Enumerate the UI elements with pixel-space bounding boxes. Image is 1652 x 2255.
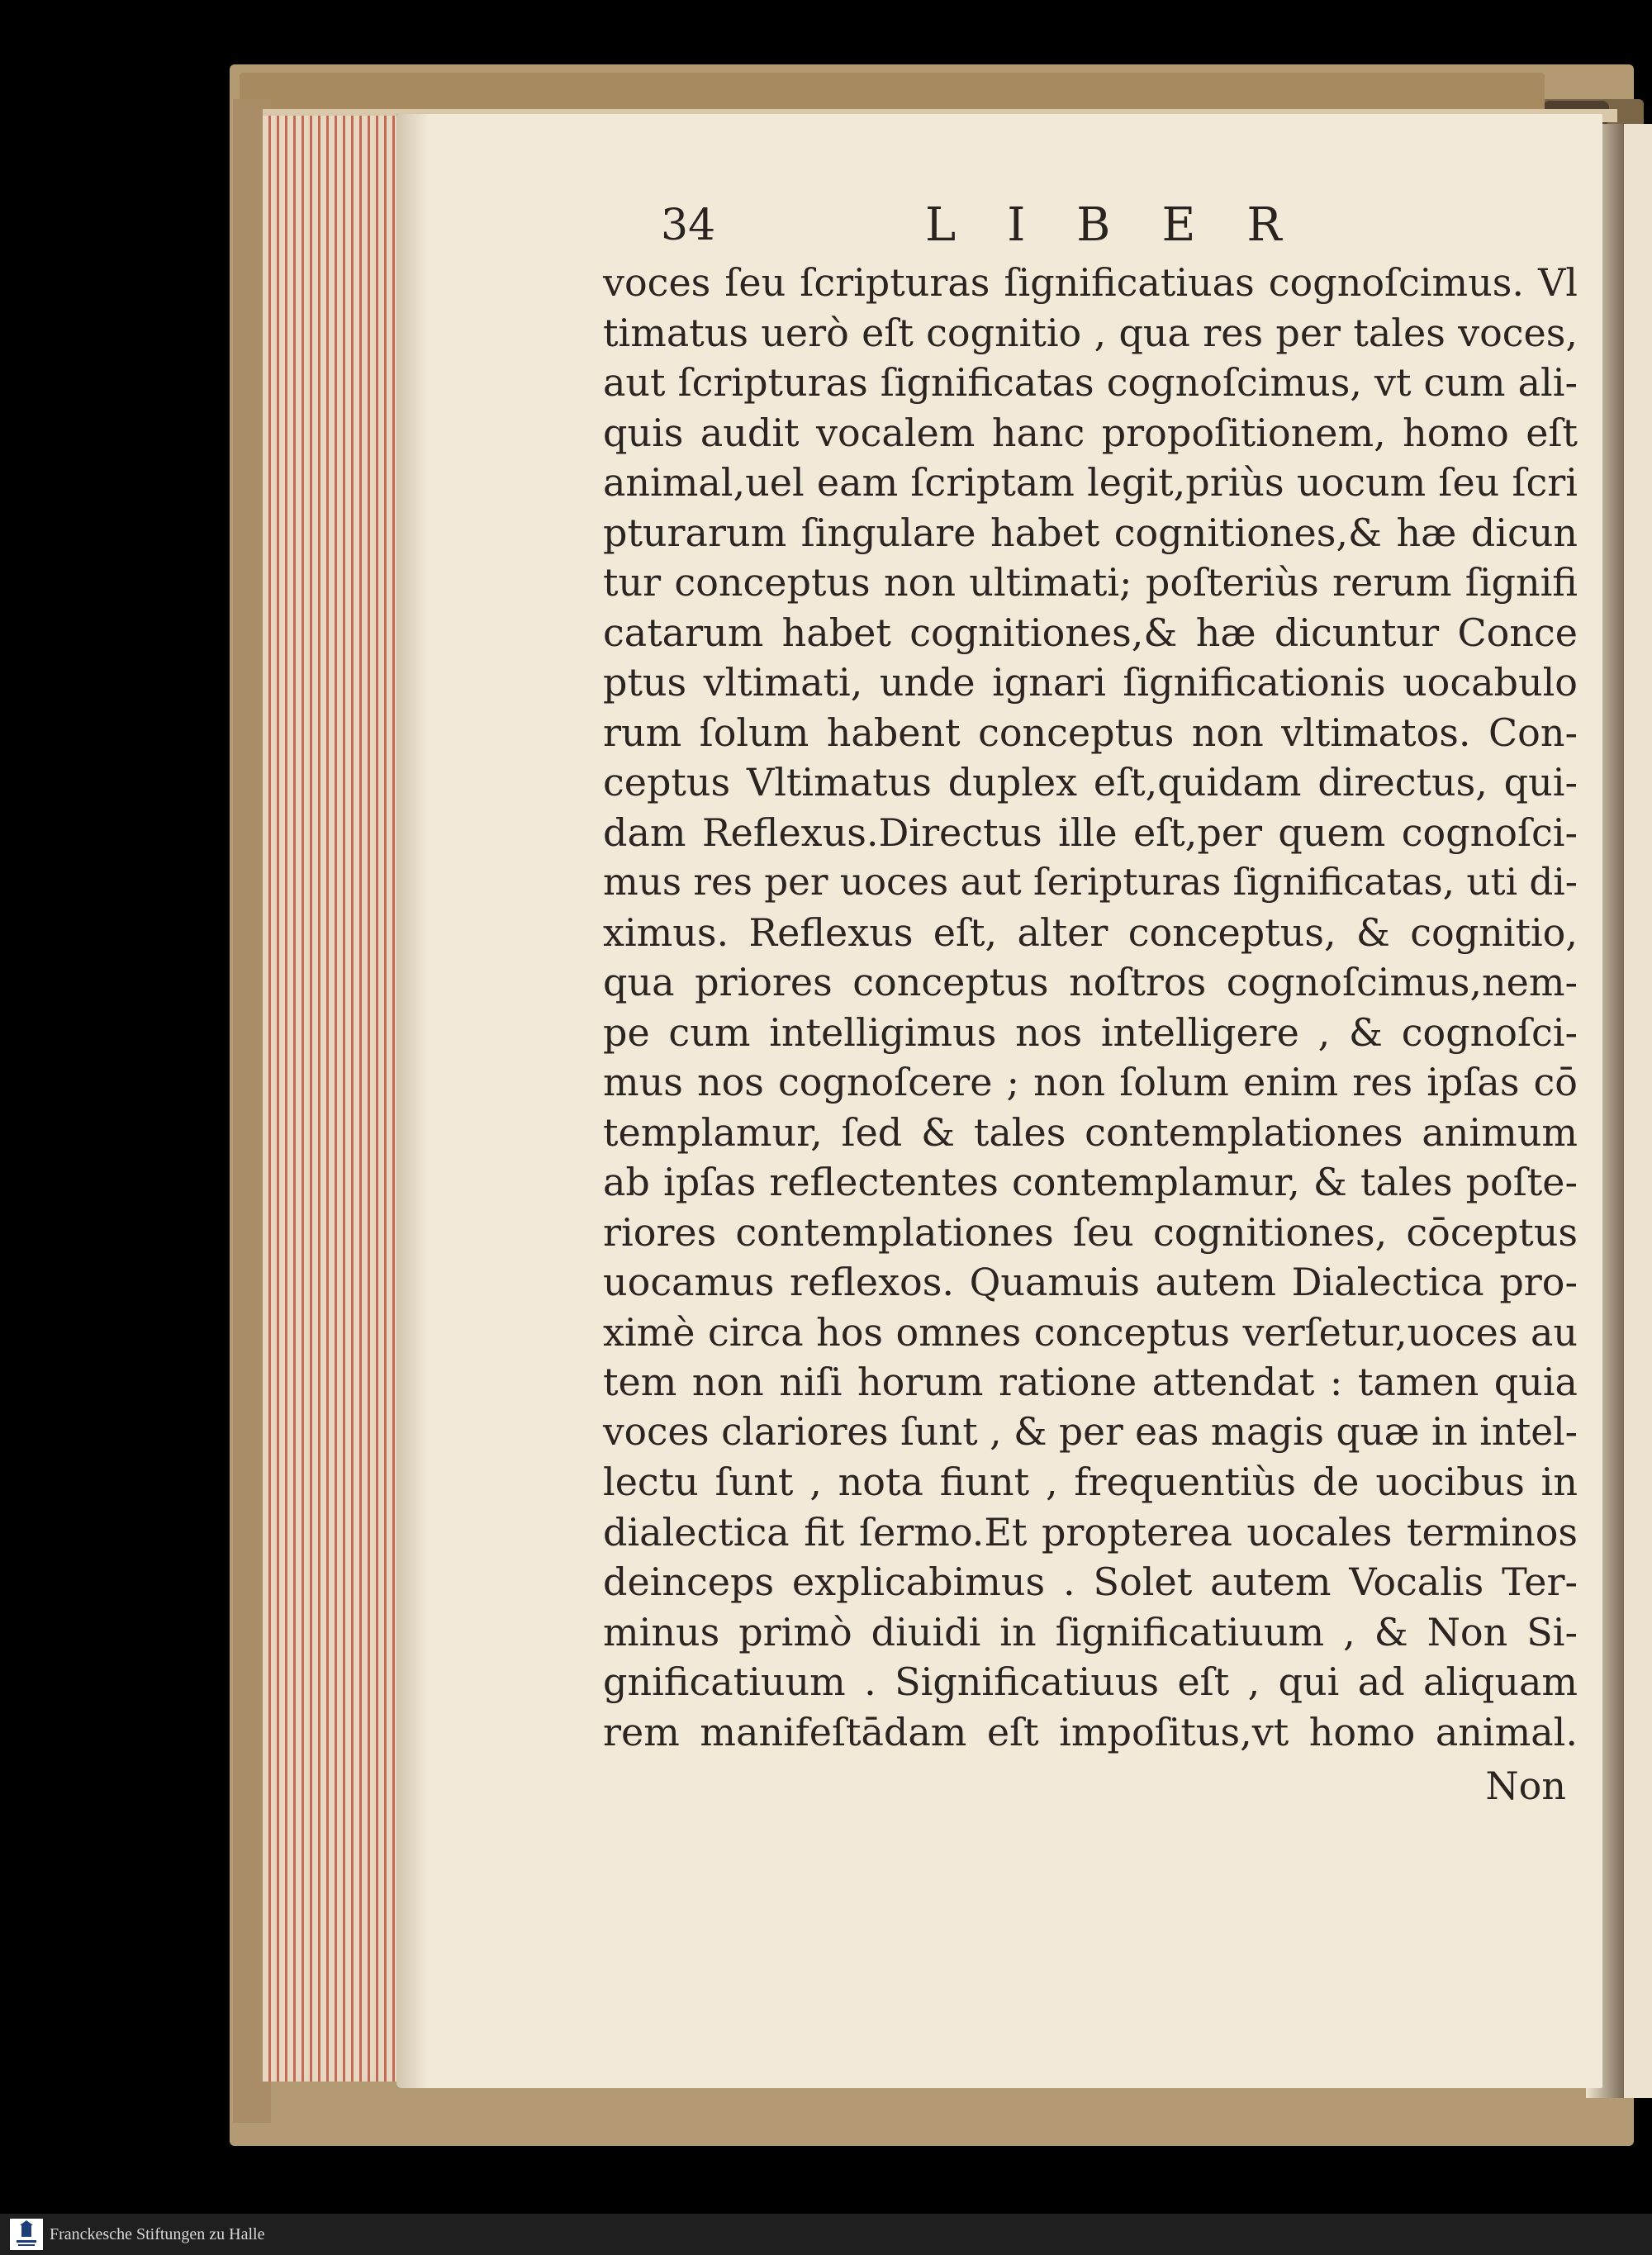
text-line: deinceps explicabimus . Solet autem Vocalis Ter- — [603, 1560, 1578, 1604]
text-line: lectu ſunt , nota fiunt , frequentiùs de uocibus in — [603, 1460, 1578, 1504]
institution-logo-icon — [10, 2219, 43, 2250]
footer-institution-name: Franckesche Stiftungen zu Halle — [50, 2225, 265, 2243]
text-line: timatus uerò eſt cognitio , qua res per tales voces, — [603, 310, 1578, 355]
catchword: Non — [1485, 1764, 1566, 1808]
text-line: mus res per uoces aut ſeripturas ſignificatas, uti di- — [603, 860, 1578, 904]
text-line: voces clariores ſunt , & per eas magis quæ in intel- — [603, 1409, 1578, 1454]
text-line: pturarum ſingulare habet cognitiones,& hæ dicun — [603, 510, 1578, 555]
text-line: animal,uel eam ſcriptam legit,priùs uocum ſeu ſcri — [603, 460, 1578, 505]
text-line: dam Reflexus.Directus ille eſt,per quem cognoſci- — [603, 809, 1578, 855]
text-line: catarum habet cognitiones,& hæ dicuntur Conce — [603, 610, 1578, 655]
running-title: LIBER — [925, 198, 1333, 252]
text-line: dialectica fit ſermo.Et propterea uocales terminos — [603, 1509, 1578, 1555]
text-line: ceptus Vltimatus duplex eſt,quidam directus, qui- — [603, 760, 1578, 805]
red-page-edges — [263, 116, 405, 2082]
text-line: voces ſeu ſcripturas ſignificatiuas cognoſcimus. Vl — [603, 260, 1578, 305]
text-line: quis audit vocalem hanc propoſitionem, homo eſt — [603, 410, 1578, 455]
footer-bar — [0, 2214, 1652, 2255]
facing-page-edge — [1619, 124, 1652, 2098]
text-line: minus primò diuidi in ſignificatiuum , & Non Si- — [603, 1609, 1578, 1654]
text-line: ab ipſas reflectentes contemplamur, & tales poſte- — [603, 1160, 1578, 1204]
text-line: ximus. Reflexus eſt, alter conceptus, & cognitio, — [603, 909, 1578, 955]
text-line: tem non niſi horum ratione attendat : tamen quia — [603, 1360, 1578, 1404]
text-line: uocamus reflexos. Quamuis autem Dialectica pro- — [603, 1260, 1578, 1304]
page-number: 34 — [661, 201, 716, 250]
text-line: mus nos cognoſcere ; non ſolum enim res ipſas cō — [603, 1060, 1578, 1104]
text-line: templamur, ſed & tales contemplationes animum — [603, 1109, 1578, 1155]
text-line: gnificatiuum . Significatiuus eſt , qui ad aliquam — [603, 1659, 1578, 1704]
text-line: ximè circa hos omnes conceptus verſetur,uoces au — [603, 1309, 1578, 1355]
text-line: riores contemplationes ſeu cognitiones, cōceptus — [603, 1209, 1578, 1255]
text-line: rum ſolum habent conceptus non vltimatos. Con- — [603, 710, 1578, 755]
text-line: tur conceptus non ultimati; poſteriùs rerum ſignifi — [603, 560, 1578, 605]
page-shade — [396, 114, 430, 2088]
text-line: qua priores conceptus noſtros cognoſcimus,nem- — [603, 960, 1578, 1004]
running-head — [0, 197, 1652, 254]
text-line: aut ſcripturas ſignificatas cognoſcimus, vt cum ali- — [603, 360, 1578, 405]
text-line: rem manifeſtādam eſt impoſitus,vt homo animal. — [603, 1709, 1578, 1754]
text-line: pe cum intelligimus nos intelligere , & cognoſci- — [603, 1009, 1578, 1055]
body-text — [603, 258, 1578, 1815]
text-line: ptus vltimati, unde ignari ſignificationis uocabulo — [603, 660, 1578, 705]
